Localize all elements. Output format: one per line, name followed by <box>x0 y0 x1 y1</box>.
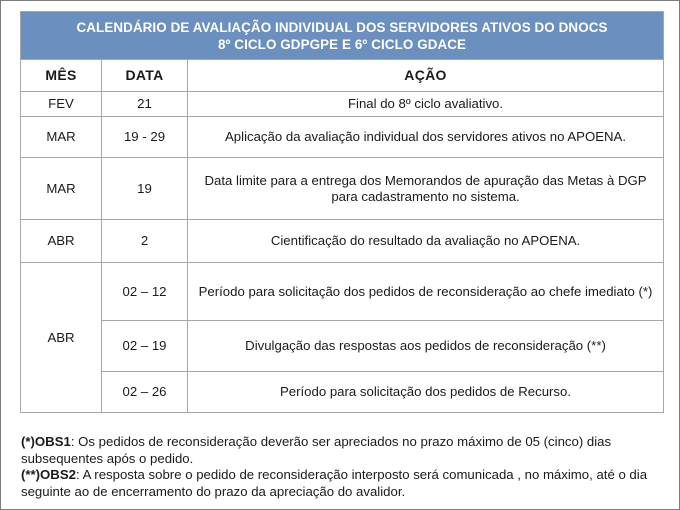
obs2-text: : A resposta sobre o pedido de reconsideração interposto será comunicada , no máximo, até o dia seguinte ao de encerramento do prazo da apreciação do avalidor. <box>21 467 648 499</box>
cell-acao: Divulgação das respostas aos pedidos de reconsideração (**) <box>188 321 664 372</box>
obs1-label: (*)OBS1 <box>21 434 71 449</box>
table-title <box>21 12 664 60</box>
table-row <box>21 117 664 158</box>
cell-data: 02 – 19 <box>102 321 188 372</box>
cell-mes: MAR <box>21 158 102 220</box>
cell-mes: FEV <box>21 92 102 117</box>
calendar-table <box>20 11 664 413</box>
note-obs2 <box>21 467 661 500</box>
cell-data: 02 – 26 <box>102 372 188 413</box>
header-mes: MÊS <box>21 60 102 92</box>
header-acao: AÇÃO <box>188 60 664 92</box>
cell-acao: Período para solicitação dos pedidos de Recurso. <box>188 372 664 413</box>
cell-data: 2 <box>102 220 188 263</box>
header-data: DATA <box>102 60 188 92</box>
cell-acao: Aplicação da avaliação individual dos servidores ativos no APOENA. <box>188 117 664 158</box>
table-row <box>21 263 664 321</box>
table-row <box>21 92 664 117</box>
cell-data: 19 <box>102 158 188 220</box>
obs1-text: : Os pedidos de reconsideração deverão ser apreciados no prazo máximo de 05 (cinco) dias subsequentes após o pedido. <box>21 434 612 466</box>
title-row <box>21 12 664 60</box>
title-line-2: 8º CICLO GDPGPE E 6º CICLO GDACE <box>217 36 467 52</box>
note-obs1 <box>21 434 661 467</box>
table-row <box>21 220 664 263</box>
cell-acao: Período para solicitação dos pedidos de reconsideração ao chefe imediato (*) <box>188 263 664 321</box>
cell-acao: Data limite para a entrega dos Memorandos de apuração das Metas à DGP para cadastramento no sistema. <box>188 158 664 220</box>
cell-data: 02 – 12 <box>102 263 188 321</box>
obs2-label: (**)OBS2 <box>21 467 76 482</box>
cell-data: 19 - 29 <box>102 117 188 158</box>
table-row <box>21 321 664 372</box>
cell-mes: ABR <box>21 220 102 263</box>
cell-mes-group: ABR <box>21 263 102 413</box>
table-row <box>21 372 664 413</box>
cell-mes: MAR <box>21 117 102 158</box>
title-line-1: CALENDÁRIO DE AVALIAÇÃO INDIVIDUAL DOS SERVIDORES ATIVOS DO DNOCS <box>76 19 608 35</box>
cell-data: 21 <box>102 92 188 117</box>
notes-section <box>21 434 661 500</box>
cell-acao: Cientificação do resultado da avaliação no APOENA. <box>188 220 664 263</box>
header-row <box>21 60 664 92</box>
table-row <box>21 158 664 220</box>
cell-acao: Final do 8º ciclo avaliativo. <box>188 92 664 117</box>
